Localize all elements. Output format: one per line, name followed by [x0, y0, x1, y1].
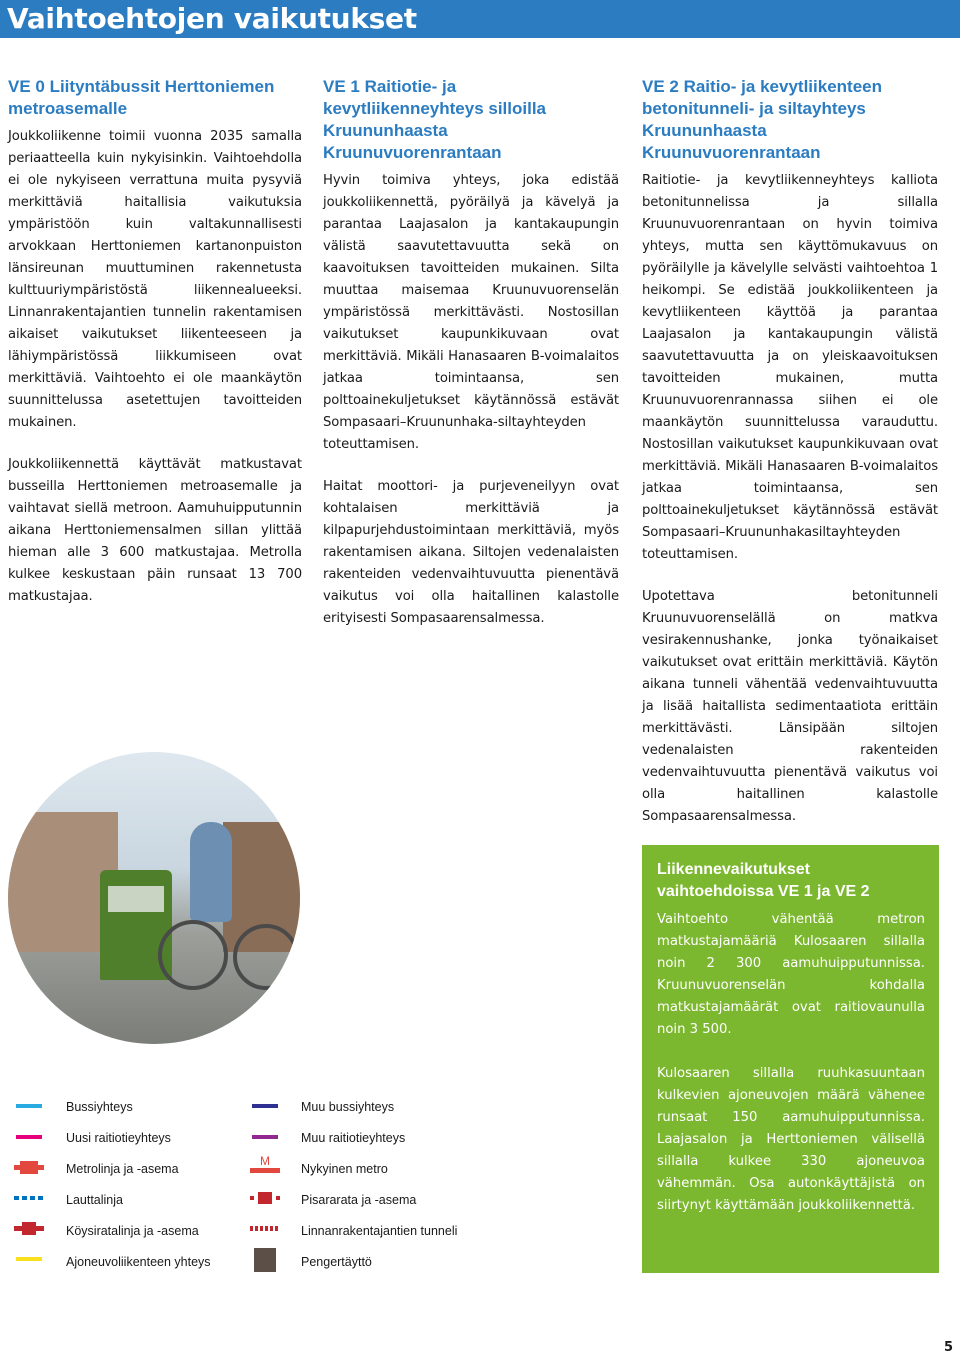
ve2-heading: VE 2 Raitio- ja kevytliikenteen betonitunneli- ja siltayhteys Kruununhaasta Kruunuvuorenrantaan [642, 77, 882, 162]
bus-line-icon [16, 1104, 42, 1108]
ve0-paragraph-1: Joukkoliikenne toimii vuonna 2035 samalla periaatteella kuin nykyisinkin. Vaihtoehdolla ei ole nykyiseen verrattuna muita pysyviä merkittäviä haitallisia vaikutuksia ympäristöön kuin valtakunnallisesti arvokkaan Herttoniemen kartanonpuiston länsireunan muuttuminen rakennetusta kulttuuriympäristöstä liikennealueeksi. Linnanrakentajantien tunnelin rakentamisen aikaiset vaikutukset liikenteeseen ja lähiympäristössä liikkumiseen ovat merkittäviä. Vaihtoehto ei ole maankäytön suunnittelussa asetettujen tavoitteiden mukainen. [8, 129, 302, 430]
photo-bicycle-wheel-front [158, 920, 228, 990]
legend-symbols-right [250, 1098, 280, 1276]
ve1-paragraph-1: Hyvin toimiva yhteys, joka edistää joukkoliikennettä, pyöräilyä ja kävelyä ja parantaa Laajasalon ja kantakaupungin välistä saavutettavuutta sekä on kaavoituksen tavoitteiden mukainen. Silta muuttaa maisemaa Kruunuvuorenselän ympäristössä merkittävästi. Nostosillan vaikutukset kaupunkikuvaan ovat merkittäviä. Mikäli Hanasaaren B-voimalaitos jatkaa toimintaansa, sen polttoainekuljetukset käytännössä estävät Sompasaari–Kruununhaka-siltayhteyden toteuttamisen. [323, 173, 619, 452]
title-bar [0, 0, 960, 38]
infobox-heading: Liikennevaikutukset vaihtoehdoissa VE 1 ja VE 2 [657, 861, 870, 900]
legend-label-pisara: Pisararata ja -asema [301, 1193, 417, 1207]
other-tram-line-icon [252, 1135, 278, 1139]
ferry-line-icon [14, 1196, 43, 1200]
ve0-paragraph-2: Joukkoliikennettä käyttävät matkustavat busseilla Herttoniemen metroasemalle ja vaihtavat siellä metroon. Aamuhuipputunnin aikana Herttoniemensalmen sillan ylittää hieman alle 3 600 matkustajaa. Metrolla kulkee keskustaan päin runsaat 13 700 matkustajaa. [8, 457, 302, 604]
cable-car-line-icon [14, 1222, 44, 1235]
legend-label-other-tram: Muu raitiotieyhteys [301, 1131, 406, 1145]
page-title: Vaihtoehtojen vaikutukset [7, 2, 417, 35]
tunnel-line-icon [250, 1226, 278, 1231]
photo-bicycle-wheel-back [233, 924, 299, 990]
legend-label-current-metro: Nykyinen metro [301, 1162, 388, 1176]
column-ve2 [642, 76, 938, 848]
legend-label-vehicle: Ajoneuvoliikenteen yhteys [66, 1255, 211, 1269]
legend-label-ferry: Lauttalinja [66, 1193, 123, 1207]
embankment-fill-icon [254, 1248, 276, 1272]
photo-cyclist [190, 822, 232, 922]
traffic-impact-infobox [642, 845, 939, 1273]
legend-label-cable-car: Köysiratalinja ja -asema [66, 1224, 199, 1238]
infobox-paragraph-2: Kulosaaren sillalla ruuhkasuuntaan kulkevien ajoneuvojen määrä vähenee runsaat 150 aamuhuipputunnissa. Laajasalon ja Herttoniemen välisellä sillalla kulkee 330 ajoneuvoa vähemmän. Osa autonkäyttäjistä on siirtynyt käyttämään joukkoliikennettä. [657, 1066, 925, 1213]
pisara-line-icon [250, 1192, 280, 1204]
other-bus-line-icon [252, 1104, 278, 1108]
legend-label-new-tram: Uusi raitiotieyhteys [66, 1131, 171, 1145]
ve0-heading: VE 0 Liityntäbussit Herttoniemen metroasemalle [8, 77, 275, 118]
legend-label-embankment: Pengertäyttö [301, 1255, 372, 1269]
column-ve0 [8, 76, 302, 628]
legend-symbols-left [14, 1098, 44, 1273]
vehicle-line-icon [16, 1257, 42, 1261]
ve1-paragraph-2: Haitat moottori- ja purjeveneilyyn ovat kohtalaisen merkittäviä ja kilpapurjehdustoimintaan merkittäviä, myös rakentamisen aikana. Siltojen vedenalaisten rakenteiden vedenvaihtuvuutta pienentävä vaikutus voi olla haitallinen kalastolle erityisesti Sompasaarensalmessa. [323, 479, 619, 626]
current-metro-icon [250, 1154, 280, 1173]
page-number: 5 [944, 1340, 954, 1355]
ve2-paragraph-1: Raitiotie- ja kevytliikenneyhteys kalliota betonitunnelissa ja sillalla Kruunuvuorenrantaan on hyvin toimiva yhteys, mutta sen käyttömukavuus on pyöräilylle ja kävelylle selvästi vaihtoehtoa 1 heikompi. Se edistää joukkoliikenteen ja kevytliikenteen käyttöä ja parantaa Laajasalon ja kantakaupungin välistä saavutettavuutta ja on yleiskaavoituksen tavoitteiden mukainen, mutta Kruunuvuorenrannassa siihen ei ole maankäytön suunnittelussa varauduttu. Nostosillan vaikutukset kaupunkikuvaan ovat merkittäviä. Mikäli Hanasaaren B-voimalaitos jatkaa toimintaansa, sen polttoainekuljetukset käytännössä estävät Sompasaari–Kruununhakasiltayhteyden toteuttamisen. [642, 173, 938, 562]
tram-line-icon [16, 1135, 42, 1139]
metro-m-glyph: M [260, 1154, 270, 1168]
infobox-paragraph-1: Vaihtoehto vähentää metron matkustajamääriä Kulosaaren sillalla noin 2 300 aamuhuipputunnissa. Kruunuvuorenselän kohdalla matkustajamäärät ovat raitiovaunulla noin 3 500. [657, 912, 925, 1037]
legend-label-other-bus: Muu bussiyhteys [301, 1100, 395, 1114]
legend-label-bus: Bussiyhteys [66, 1100, 133, 1114]
legend-label-metro: Metrolinja ja -asema [66, 1162, 179, 1176]
column-ve1 [323, 76, 619, 650]
photo-tram-and-cyclist [8, 752, 300, 1044]
metro-line-icon [14, 1161, 44, 1174]
ve1-heading: VE 1 Raitiotie- ja kevytliikenneyhteys silloilla Kruununhaasta Kruunuvuorenrantaan [323, 77, 547, 162]
ve2-paragraph-2: Upotettava betonitunneli Kruunuvuorenselällä on matkva vesirakennushanke, jonka työnaikaiset vaikutukset ovat erittäin merkittäviä. Käytön aikana tunneli vähentää vedenvaihtuvuutta ja lisää haitallista sedimentaatiota erittäin merkittävästi. Länsipään siltojen vedenalaisten rakenteiden vedenvaihtuvuutta pienentävä vaikutus voi olla haitallinen kalastolle Sompasaarensalmessa. [642, 589, 938, 824]
legend-label-tunnel: Linnanrakentajantien tunneli [301, 1224, 458, 1238]
